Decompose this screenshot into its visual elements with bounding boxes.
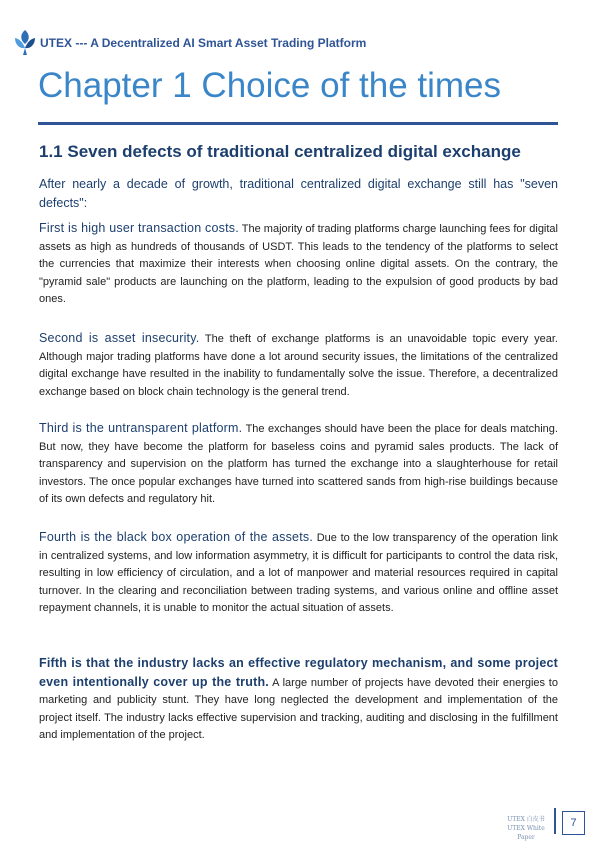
footer-brand-en: UTEX White Paper <box>507 825 545 841</box>
page-number: 7 <box>562 811 585 835</box>
paragraph-lead: Fourth is the black box operation of the assets. <box>39 530 314 544</box>
footer-divider <box>554 808 556 834</box>
paragraph-lead: First is high user transaction costs. <box>39 221 239 235</box>
paragraph-fifth <box>39 655 558 745</box>
page-header <box>12 28 572 58</box>
intro-text: After nearly a decade of growth, traditional centralized digital exchange still has "seven defects": <box>39 177 558 210</box>
paragraph-body: Due to the low transparency of the operation link in centralized systems, and low information asymmetry, it is difficult for participants to control the data risk, resulting in low efficiency of circulation, and a lot of manpower and material resources required in capital turnover. In the clearing and reconciliation between trading systems, and various online and offline asset repayment channels, it is unable to monitor the actual situation of assets. <box>39 532 558 614</box>
paragraph-body: The exchanges should have been the place for deals matching. But now, they have become the platform for baseless coins and pyramid sales products. The lack of transparency and supervision on the platform has turned the exchange into a slaughterhouse for retail investors. The once popular exchanges have turned into scattered sands from high-rise buildings because of its own defects and regulatory hit. <box>39 423 558 505</box>
header-title: UTEX --- A Decentralized AI Smart Asset Trading Platform <box>40 36 367 50</box>
footer-brand <box>500 815 552 842</box>
paragraph-body: The majority of trading platforms charge launching fees for digital assets as high as hundreds of thousands of USDT. This leads to the tendency of the platforms to select the currencies that maximize their interests when choosing online digital assets. On the contrary, the "pyramid sale" products are launching on the platform, leading to the expulsion of good products by bad ones. <box>39 223 558 305</box>
paragraph-lead: Third is the untransparent platform. <box>39 421 243 435</box>
paragraph-first <box>39 220 558 309</box>
paragraph-second <box>39 330 558 401</box>
paragraph-body: The theft of exchange platforms is an unavoidable topic every year. Although major trading platforms have done a lot around security issues, the limitations of the centralized digital exchange have resulted in the inability to fundamentally solve the issue. Therefore, a decentralized exchange based on block chain technology is the general trend. <box>39 333 558 398</box>
footer-brand-cn: UTEX 白皮书 <box>507 816 545 823</box>
utex-logo-icon <box>12 28 38 56</box>
paragraph-body: A large number of projects have devoted their energies to marketing and publicity stunt. They have long neglected the development and implementation of the project itself. The industry lacks effective supervision and tracking, auditing and disclosing in the fulfillment and implementation of the project. <box>39 676 558 741</box>
chapter-title: Chapter 1 Choice of the times <box>38 66 502 105</box>
paragraph-fourth <box>39 529 558 618</box>
title-divider <box>38 122 558 125</box>
paragraph-lead: Second is asset insecurity. <box>39 331 200 345</box>
paragraph-third <box>39 420 558 509</box>
section-title: 1.1 Seven defects of traditional centralized digital exchange <box>39 142 521 161</box>
paragraph-lead: Fifth is that the industry lacks an effective regulatory mechanism, and some project even intentionally cover up the truth. <box>39 656 558 689</box>
